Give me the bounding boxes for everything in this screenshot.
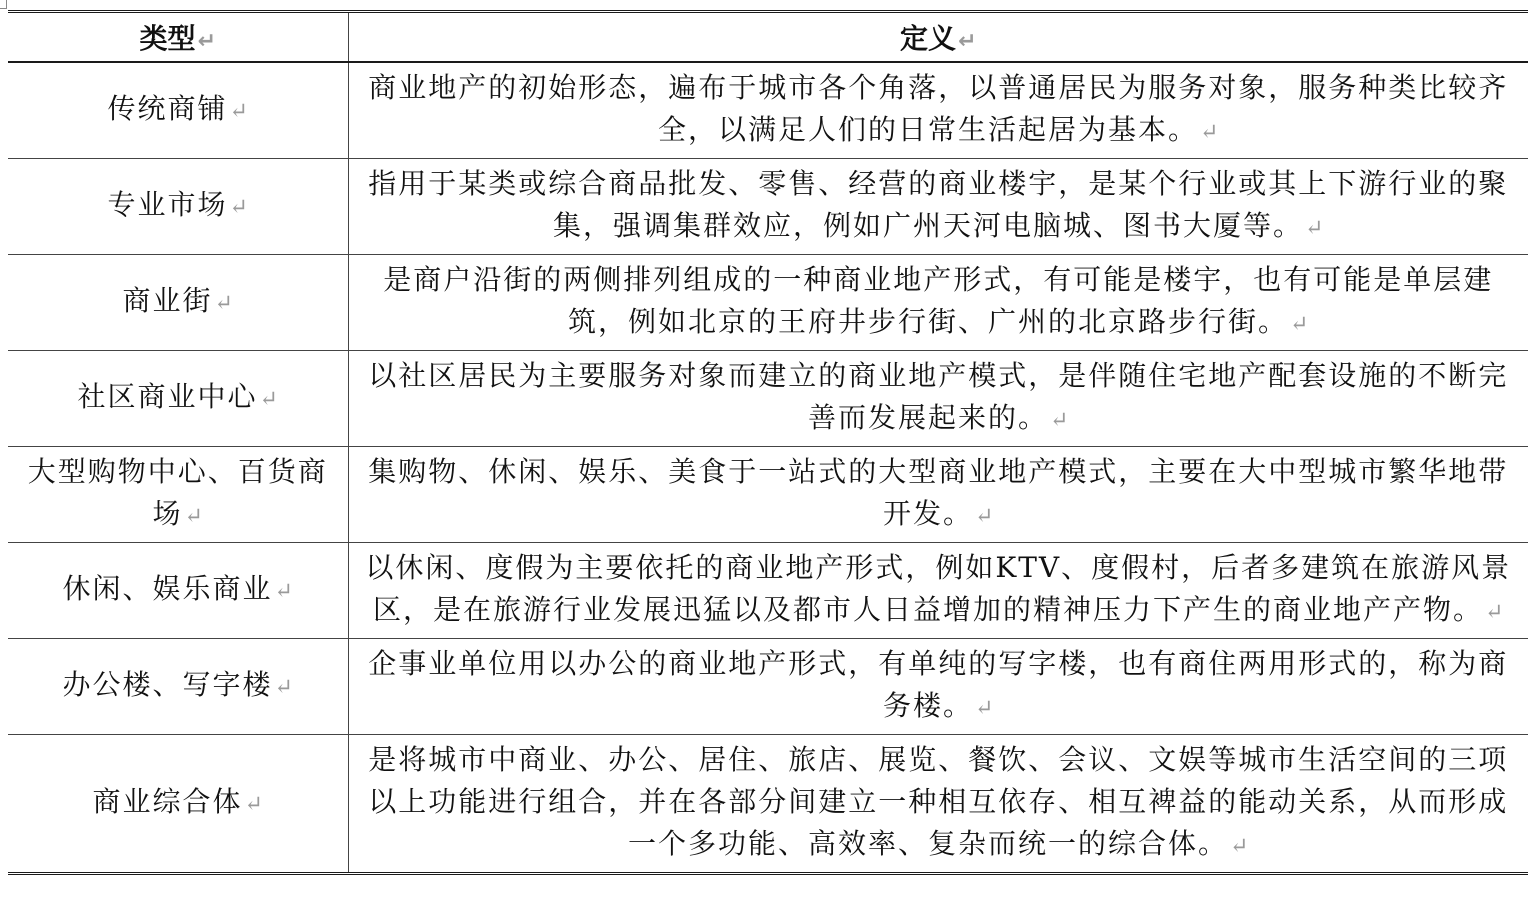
type-cell xyxy=(8,735,348,874)
text-boundary-mark xyxy=(0,0,7,9)
type-cell xyxy=(8,255,348,351)
table-row xyxy=(8,735,1528,874)
table-row xyxy=(8,447,1528,543)
type-cell xyxy=(8,159,348,255)
type-text: 大型购物中心、百货商场 ↵ xyxy=(28,455,328,530)
definition-text: 是将城市中商业、办公、居住、旅店、展览、餐饮、会议、文娱等城市生活空间的三项以上功能进行组合，并在各部分间建立一种相互依存、相互裨益的能动关系，从而形成一个多功能、高效率、复杂而统一的综合体。 ↵ xyxy=(368,743,1508,860)
definition-cell xyxy=(348,735,1528,874)
commercial-real-estate-types-table xyxy=(8,10,1528,875)
type-text: 传统商铺 ↵ xyxy=(108,92,248,125)
header-definition-text: 定义 ↵ xyxy=(900,22,976,55)
definition-text: 是商户沿街的两侧排列组成的一种商业地产形式，有可能是楼宇，也有可能是单层建筑，例如北京的王府井步行街、广州的北京路步行街。 ↵ xyxy=(383,263,1493,338)
type-text: 商业综合体 ↵ xyxy=(93,785,263,818)
definition-cell xyxy=(348,639,1528,735)
table-row xyxy=(8,543,1528,639)
definition-cell xyxy=(348,62,1528,159)
table-row xyxy=(8,159,1528,255)
definition-text: 指用于某类或综合商品批发、零售、经营的商业楼宇，是某个行业或其上下游行业的聚集，强调集群效应，例如广州天河电脑城、图书大厦等。 ↵ xyxy=(368,167,1508,242)
type-text: 专业市场 ↵ xyxy=(108,188,248,221)
table-header-row xyxy=(8,12,1528,63)
table-row xyxy=(8,62,1528,159)
type-cell xyxy=(8,351,348,447)
type-text: 商业街 ↵ xyxy=(123,284,233,317)
definition-text: 以社区居民为主要服务对象而建立的商业地产模式，是伴随住宅地产配套设施的不断完善而发展起来的。 ↵ xyxy=(368,359,1508,434)
definition-cell xyxy=(348,159,1528,255)
definition-cell xyxy=(348,255,1528,351)
header-definition xyxy=(348,12,1528,63)
definition-cell xyxy=(348,543,1528,639)
header-type-text: 类型 ↵ xyxy=(140,22,216,55)
type-cell xyxy=(8,62,348,159)
type-cell xyxy=(8,639,348,735)
definition-cell xyxy=(348,351,1528,447)
definition-text: 企事业单位用以办公的商业地产形式，有单纯的写字楼，也有商住两用形式的，称为商务楼。 ↵ xyxy=(368,647,1508,722)
header-type xyxy=(8,12,348,63)
table-row xyxy=(8,255,1528,351)
table-row xyxy=(8,639,1528,735)
definition-text: 商业地产的初始形态，遍布于城市各个角落，以普通居民为服务对象，服务种类比较齐全，以满足人们的日常生活起居为基本。 ↵ xyxy=(368,71,1508,146)
type-text: 办公楼、写字楼 ↵ xyxy=(63,668,293,701)
type-text: 休闲、娱乐商业 ↵ xyxy=(63,572,293,605)
type-cell xyxy=(8,543,348,639)
table-row xyxy=(8,351,1528,447)
definition-text: 集购物、休闲、娱乐、美食于一站式的大型商业地产模式，主要在大中型城市繁华地带开发。 ↵ xyxy=(368,455,1508,530)
type-text: 社区商业中心 ↵ xyxy=(78,380,278,413)
definition-text: 以休闲、度假为主要依托的商业地产形式，例如KTV、度假村，后者多建筑在旅游风景区，是在旅游行业发展迅猛以及都市人日益增加的精神压力下产生的商业地产产物。 ↵ xyxy=(365,551,1511,626)
definition-cell xyxy=(348,447,1528,543)
type-cell xyxy=(8,447,348,543)
